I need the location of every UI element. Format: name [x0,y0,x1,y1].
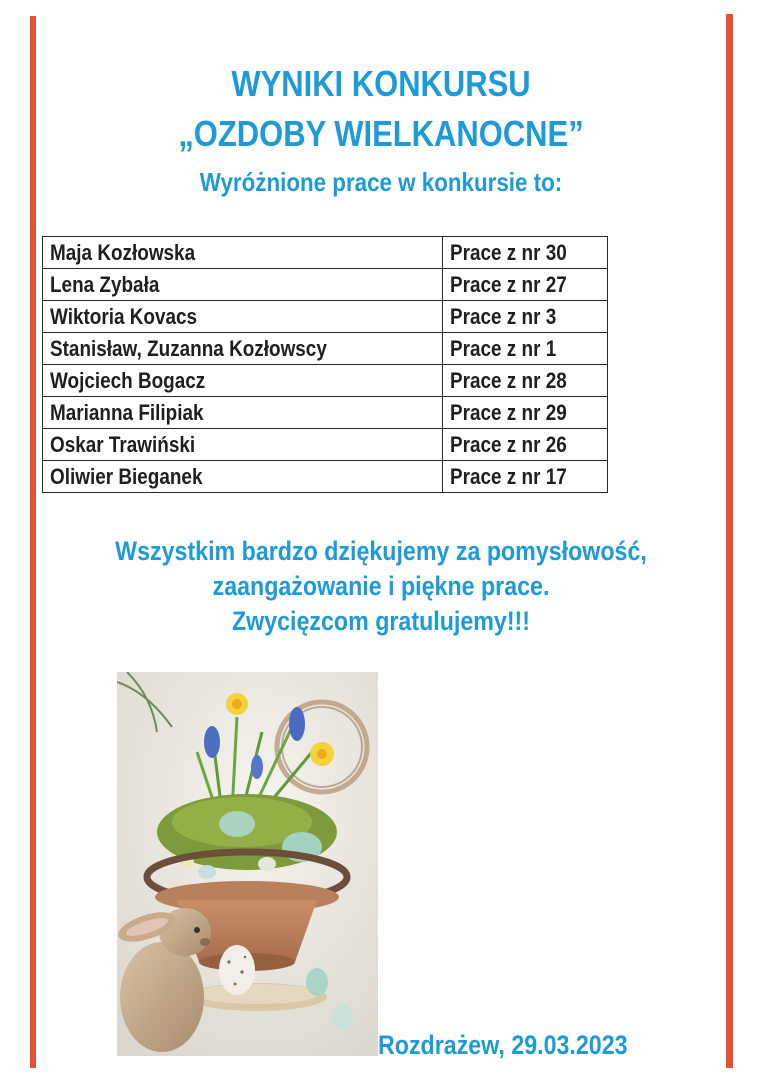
table-row [43,301,608,333]
work-number-cell [443,269,608,301]
work-number: Prace z nr 26 [450,431,567,457]
table-row [43,269,608,301]
work-number: Prace z nr 28 [450,367,567,393]
work-number: Prace z nr 3 [450,303,557,329]
work-number: Prace z nr 29 [450,399,567,425]
participant-name: Oliwier Bieganek [50,463,203,489]
table-row [43,397,608,429]
contest-name: „OZDOBY WIELKANOCNE” [178,113,584,154]
participant-name: Marianna Filipiak [50,399,204,425]
participant-name-cell [43,333,443,365]
table-row [43,237,608,269]
table-row [43,429,608,461]
work-number: Prace z nr 17 [450,463,567,489]
results-table [42,236,608,493]
participant-name: Lena Zybała [50,271,160,297]
table-row [43,333,608,365]
participant-name-cell [43,269,443,301]
table-row [43,461,608,493]
page-border-right [726,14,733,1068]
work-number: Prace z nr 1 [450,335,557,361]
work-number-cell [443,461,608,493]
work-number: Prace z nr 30 [450,239,567,265]
participant-name: Oskar Trawiński [50,431,196,457]
work-number-cell [443,429,608,461]
table-row [43,365,608,397]
easter-decoration-illustration [117,672,378,1056]
participant-name-cell [43,301,443,333]
easter-basket-photo [117,672,378,1056]
page-subtitle: Wyróżnione prace w konkursie to: [199,167,563,197]
thanks-line-2: zaangażowanie i piękne prace. [212,571,550,601]
participant-name-cell [43,397,443,429]
thanks-line-1: Wszystkim bardzo dziękujemy za pomysłowość, [115,536,647,566]
work-number-cell [443,397,608,429]
congratulations-line: Zwycięzcom gratulujemy!!! [231,606,531,636]
work-number-cell [443,301,608,333]
page-title: WYNIKI KONKURSU [231,63,531,104]
page-border-left [30,16,36,1068]
work-number: Prace z nr 27 [450,271,567,297]
participant-name-cell [43,429,443,461]
participant-name-cell [43,461,443,493]
participant-name: Wojciech Bogacz [50,367,206,393]
work-number-cell [443,365,608,397]
participant-name-cell [43,237,443,269]
participant-name: Stanisław, Zuzanna Kozłowscy [50,335,327,361]
participant-name: Wiktoria Kovacs [50,303,198,329]
participant-name: Maja Kozłowska [50,239,196,265]
work-number-cell [443,333,608,365]
participant-name-cell [43,365,443,397]
place-and-date: Rozdrażew, 29.03.2023 [378,1030,628,1060]
work-number-cell [443,237,608,269]
